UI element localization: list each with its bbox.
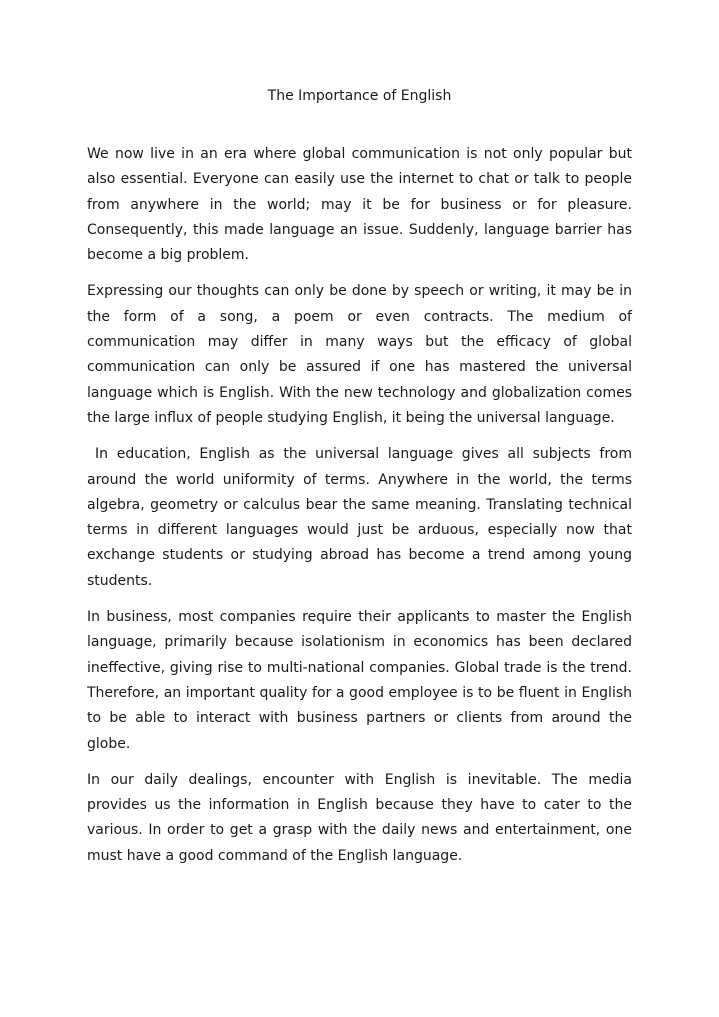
paragraph-communication: Expressing our thoughts can only be done by speech or writing, it may be in the form of a song, a poem or even contracts. The medium of communication may differ in many ways but the efficacy of global communication can only be assured if one has mastered the universal language which is English. With the new technology and globalization comes the large influx of people studying English, it being the universal language. — [87, 283, 632, 426]
paragraph-education: In education, English as the universal language gives all subjects from around the world uniformity of terms. Anywhere in the world, the terms algebra, geometry or calculus bear the same meaning. Translating technical terms in different languages would just be arduous, especially now that exchange students or studying abroad has become a trend among young students. — [87, 446, 632, 589]
paragraph-introduction: We now live in an era where global communication is not only popular but also essential. Everyone can easily use the internet to chat or talk to people from anywhere in the world; may it be for business or for pleasure. Consequently, this made language an issue. Suddenly, language barrier has become a big problem. — [87, 146, 632, 264]
document-title: The Importance of English — [267, 88, 452, 104]
paragraph-business: In business, most companies require their applicants to master the English language, primarily because isolationism in economics has been declared ineffective, giving rise to multi-national companies. Global trade is the trend. Therefore, an important quality for a good employee is to be fluent in English to be able to interact with business partners or clients from around the globe. — [87, 609, 632, 752]
paragraph-daily-dealings: In our daily dealings, encounter with English is inevitable. The media provides us the information in English because they have to cater to the various. In order to get a grasp with the daily news and entertainment, one must have a good command of the English language. — [87, 771, 632, 864]
document-body — [87, 142, 632, 880]
